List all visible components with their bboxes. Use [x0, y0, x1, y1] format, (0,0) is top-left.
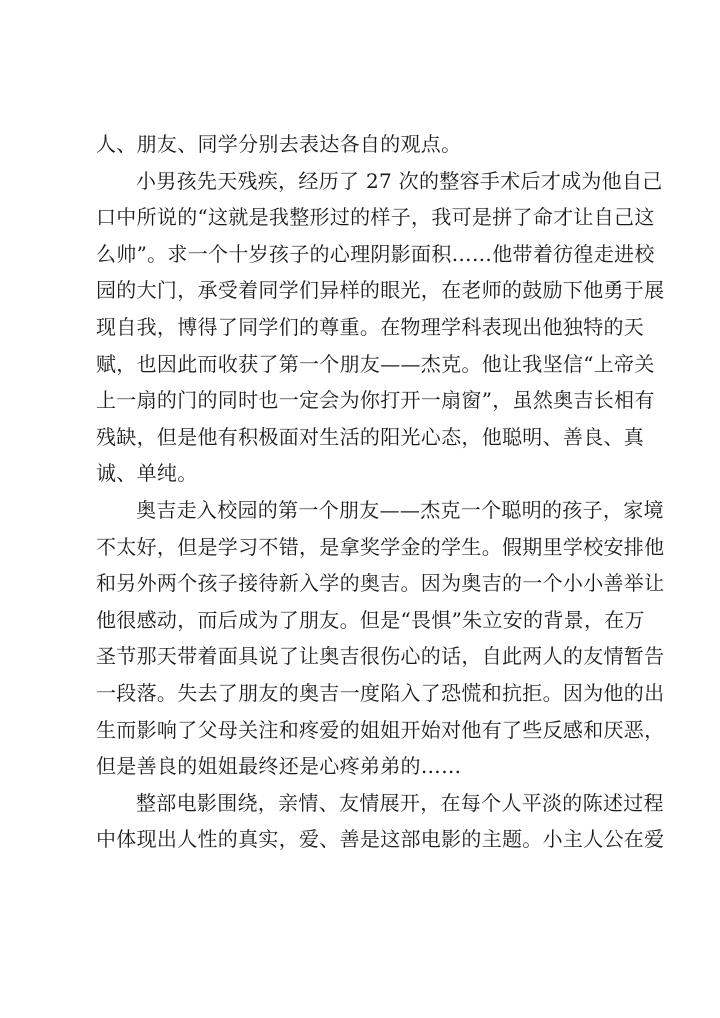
text-line: 他很感动，而后成为了朋友。但是“畏惧”朱立安的背景，在万 — [96, 607, 645, 632]
paragraph-2 — [96, 163, 665, 492]
text-line: 圣节那天带着面具说了让奥吉很伤心的话，自此两人的友情暂告 — [96, 644, 665, 669]
text-line: 生而影响了父母关注和疼爱的姐姐开始对他有了些反感和厌恶， — [96, 717, 665, 742]
text-line: 但是善良的姐姐最终还是心疼弟弟的…… — [96, 754, 462, 779]
text-line: 赋，也因此而收获了第一个朋友——杰克。他让我坚信“上帝关 — [96, 351, 655, 376]
text-line: 中体现出人性的真实，爱、善是这部电影的主题。小主人公在爱 — [96, 827, 665, 852]
text-line: 一段落。失去了朋友的奥吉一度陷入了恐慌和抗拒。因为他的出 — [96, 680, 665, 705]
text-line: 整部电影围绕，亲情、友情展开，在每个人平淡的陈述过程 — [136, 790, 664, 815]
paragraph-4 — [96, 785, 665, 858]
text-line: 奥吉走入校园的第一个朋友——杰克一个聪明的孩子，家境 — [136, 497, 664, 522]
text-line: 上一扇的门的同时也一定会为你打开一扇窗”，虽然奥吉长相有 — [96, 388, 655, 413]
text-line: 口中所说的“这就是我整形过的样子，我可是拼了命才让自己这 — [96, 205, 655, 230]
text-line: 诚、单纯。 — [96, 461, 198, 486]
text-line: 不太好，但是学习不错，是拿奖学金的学生。假期里学校安排他 — [96, 534, 665, 559]
paragraph-3 — [96, 492, 665, 785]
document-body — [96, 126, 665, 858]
text-line: 人、朋友、同学分别去表达各自的观点。 — [96, 132, 462, 156]
text-line: 么帅”。求一个十岁孩子的心理阴影面积……他带着彷徨走进校 — [96, 241, 655, 266]
text-line: 小男孩先天残疾，经历了 27 次的整容手术后才成为他自己 — [136, 168, 663, 193]
paragraph-1 — [96, 126, 626, 163]
text-line: 残缺，但是他有积极面对生活的阳光心态，他聪明、善良、真 — [96, 424, 645, 449]
text-line: 园的大门，承受着同学们异样的眼光，在老师的鼓励下他勇于展 — [96, 278, 665, 303]
text-line: 现自我，博得了同学们的尊重。在物理学科表现出他独特的天 — [96, 314, 645, 339]
text-line: 和另外两个孩子接待新入学的奥吉。因为奥吉的一个小小善举让 — [96, 571, 665, 596]
